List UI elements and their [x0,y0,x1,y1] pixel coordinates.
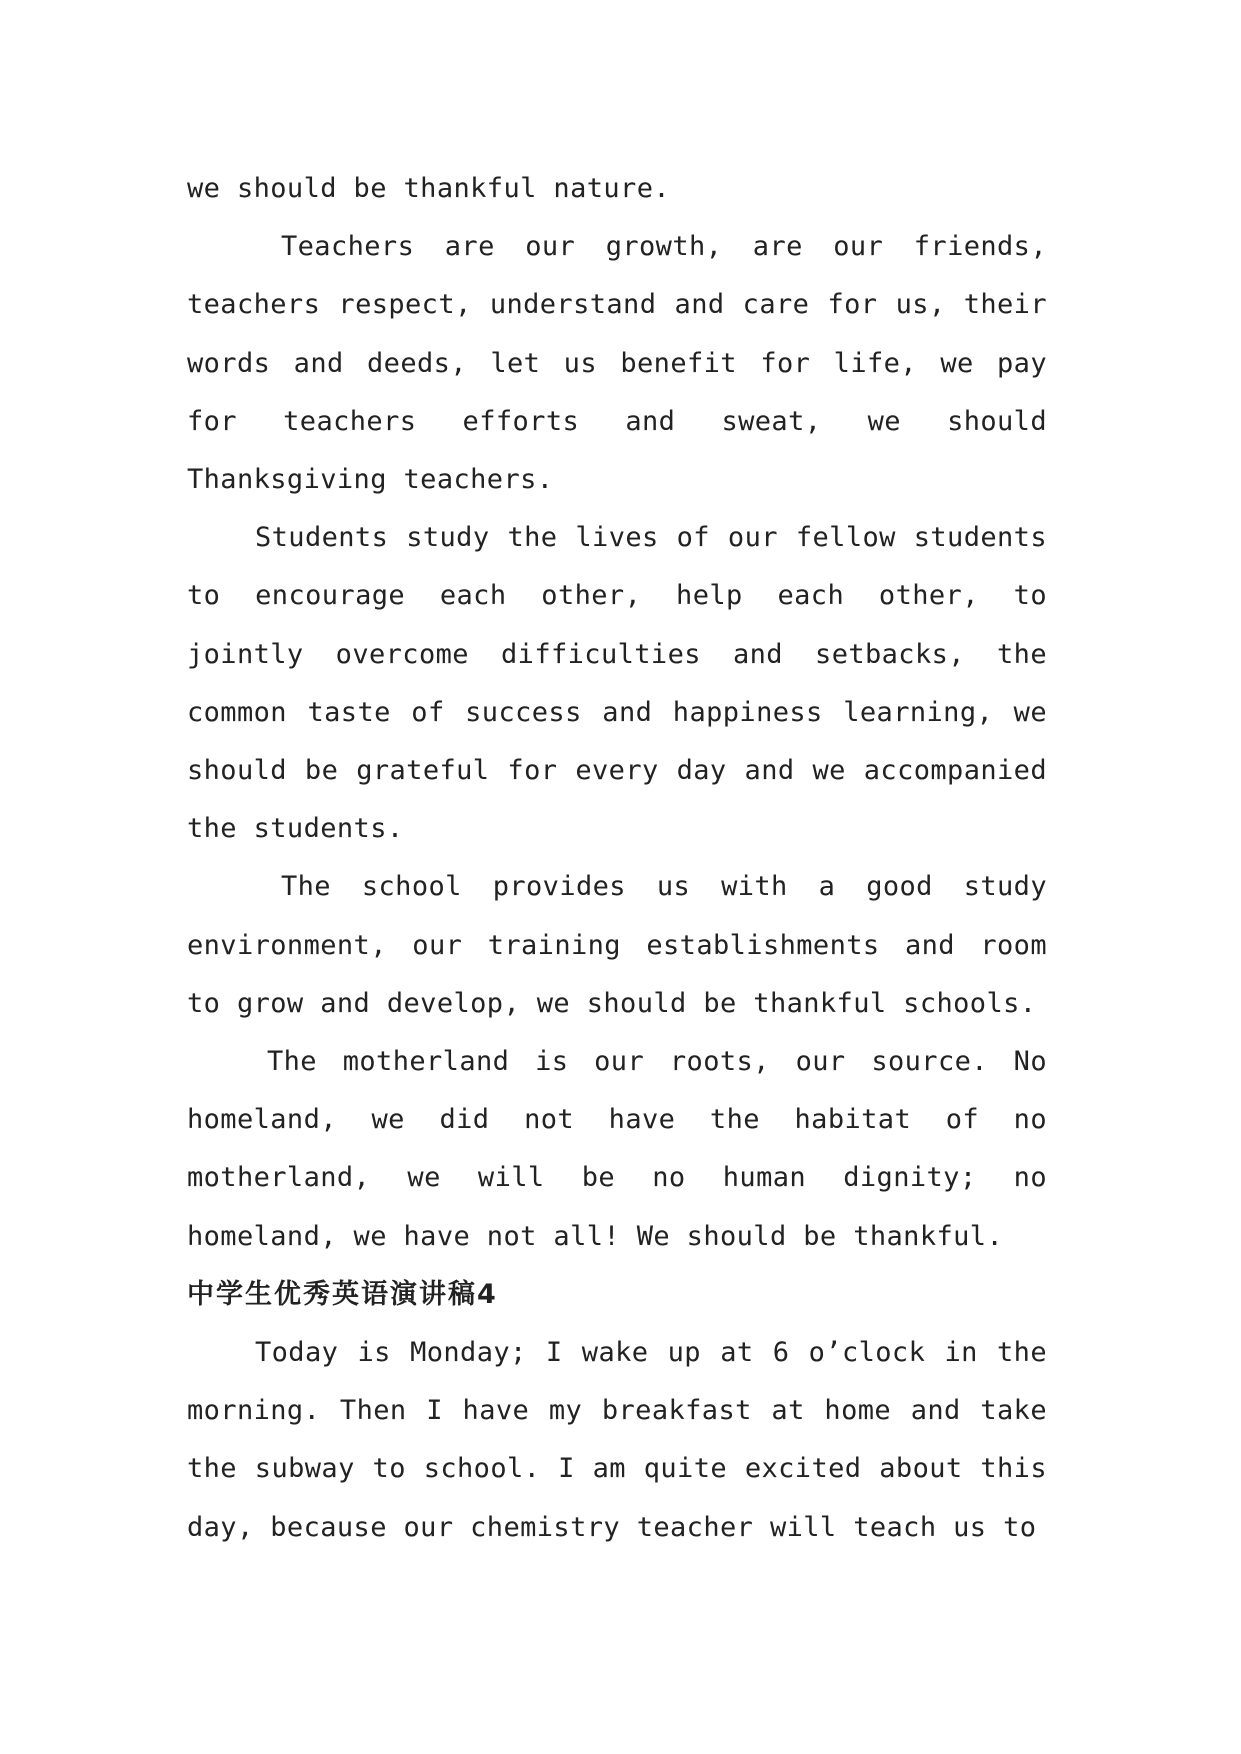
paragraph-motherland: The motherland is our roots, our source. No homeland, we did not have the habitat of no motherland, we will be no human dignity; no homeland, we have not all! We should be thankful. [187,1046,1047,1252]
paragraph-school: The school provides us with a good study environment, our training establishments and room to grow and develop, we should be thankful schools. [187,871,1047,1019]
paragraph-teachers: Teachers are our growth, are our friends, teachers respect, understand and care for us, their words and deeds, let us benefit for life, we pay for teachers efforts and sweat, we should Thanksgiving teachers. [187,231,1047,496]
paragraph-students: Students study the lives of our fellow students to encourage each other, help each other, to jointly overcome difficulties and setbacks, the common taste of success and happiness learning, we should be grateful for every day and we accompanied the students. [187,522,1047,845]
paragraph-continuation: we should be thankful nature. [187,173,671,204]
paragraph-today: Today is Monday; I wake up at 6 o’clock in the morning. Then I have my breakfast at home and take the subway to school. I am quite excited about this day, because our chemistry teacher will teach us to [187,1337,1047,1543]
document-body [187,160,1047,1557]
section-heading: 中学生优秀英语演讲稿4 [187,1278,498,1310]
